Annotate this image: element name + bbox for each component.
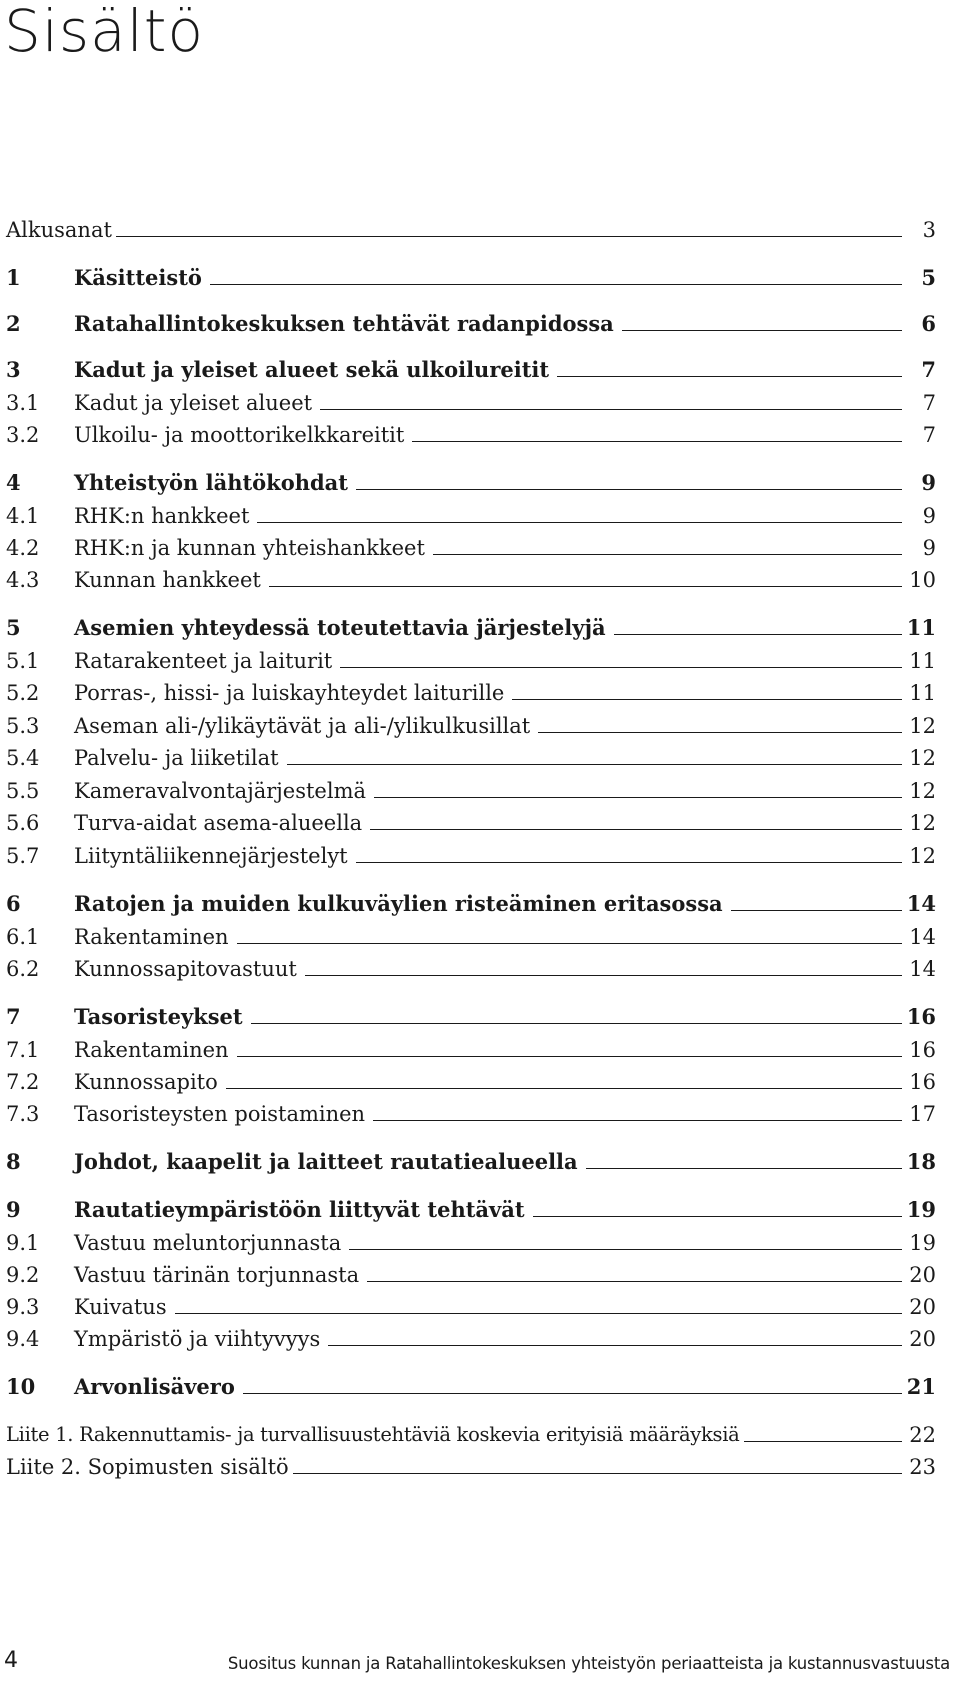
toc-leader-line — [349, 1249, 902, 1250]
toc-entry-page: 7 — [921, 357, 936, 382]
toc-entry[interactable] — [6, 997, 936, 1029]
toc-leader-line — [243, 1393, 902, 1394]
toc-entry[interactable] — [6, 949, 936, 981]
toc-entry-number: 7 — [6, 1004, 21, 1029]
toc-entry[interactable] — [6, 1142, 936, 1174]
toc-entry[interactable] — [6, 1255, 936, 1287]
toc-entry-page: 11 — [906, 615, 936, 640]
footer-page-number: 4 — [4, 1648, 18, 1673]
toc-entry[interactable] — [6, 528, 936, 560]
toc-entry-number: 5.4 — [6, 746, 40, 770]
toc-leader-line — [373, 1120, 902, 1121]
toc-entry-page: 12 — [909, 811, 936, 835]
toc-leader-line — [237, 1056, 902, 1057]
toc-leader-line — [257, 522, 902, 523]
toc-entry-page: 11 — [909, 649, 936, 673]
toc-entry-number: 5.5 — [6, 779, 40, 803]
toc-entry-page: 20 — [909, 1263, 936, 1287]
toc-entry-title: Asemien yhteydessä toteutettavia järjestelyjä — [74, 615, 606, 640]
toc-entry-title: Rautatieympäristöön liittyvät tehtävät — [74, 1197, 525, 1222]
toc-entry-title: Johdot, kaapelit ja laitteet rautatiealueella — [74, 1149, 578, 1174]
toc-leader-line — [237, 943, 902, 944]
toc-entry-number: 9.3 — [6, 1295, 40, 1319]
toc-entry-page: 22 — [909, 1423, 936, 1447]
toc-entry-title: Kunnossapito — [74, 1070, 218, 1094]
toc-leader-line — [293, 1473, 902, 1474]
toc-entry-page: 18 — [906, 1149, 936, 1174]
toc-entry-title: Alkusanat — [6, 218, 112, 242]
toc-entry-page: 23 — [909, 1455, 936, 1479]
toc-leader-line — [433, 554, 902, 555]
toc-entry-page: 12 — [909, 844, 936, 868]
toc-entry[interactable] — [6, 210, 936, 242]
toc-entry-title: RHK:n hankkeet — [74, 504, 250, 528]
toc-entry[interactable] — [6, 836, 936, 868]
toc-leader-line — [328, 1345, 902, 1346]
toc-entry-title: Kuivatus — [74, 1295, 167, 1319]
footer-publication-title: Suositus kunnan ja Ratahallintokeskuksen yhteistyön periaatteista ja kustannusvastuusta — [227, 1654, 950, 1673]
toc-entry-title: Ratahallintokeskuksen tehtävät radanpidossa — [74, 311, 614, 336]
toc-entry[interactable] — [6, 706, 936, 738]
toc-leader-line — [367, 1281, 902, 1282]
toc-entry[interactable] — [6, 1094, 936, 1126]
toc-leader-line — [340, 667, 902, 668]
toc-entry[interactable] — [6, 1223, 936, 1255]
toc-entry-page: 12 — [909, 746, 936, 770]
toc-entry[interactable] — [6, 641, 936, 673]
toc-entry-title: Liityntäliikennejärjestelyt — [74, 844, 348, 868]
toc-entry-title: Rakentaminen — [74, 1038, 229, 1062]
toc-entry-number: 3 — [6, 357, 21, 382]
toc-entry-number: 9.1 — [6, 1231, 40, 1255]
toc-entry-title: Kadut ja yleiset alueet sekä ulkoilureitit — [74, 357, 550, 382]
toc-entry[interactable] — [6, 463, 936, 495]
toc-entry-number: 9.4 — [6, 1327, 40, 1351]
toc-entry[interactable] — [6, 1030, 936, 1062]
toc-entry-page: 12 — [909, 714, 936, 738]
toc-entry-page: 21 — [906, 1374, 936, 1399]
toc-entry-number: 5 — [6, 615, 21, 640]
toc-entry[interactable] — [6, 350, 936, 382]
toc-entry-number: 5.1 — [6, 649, 40, 673]
toc-entry-number: 3.2 — [6, 423, 40, 447]
toc-entry-title: Palvelu- ja liiketilat — [74, 746, 279, 770]
toc-entry-number: 5.2 — [6, 681, 40, 705]
toc-entry[interactable] — [6, 608, 936, 640]
toc-leader-line — [370, 829, 902, 830]
toc-entry[interactable] — [6, 1287, 936, 1319]
toc-entry-number: 7.1 — [6, 1038, 40, 1062]
toc-entry-title: Ulkoilu- ja moottorikelkkareitit — [74, 423, 405, 447]
toc-entry-title: Tasoristeykset — [74, 1004, 243, 1029]
toc-entry-page: 20 — [909, 1295, 936, 1319]
toc-entry-title: Arvonlisävero — [74, 1374, 235, 1399]
toc-entry-title: Ympäristö ja viihtyvyys — [74, 1327, 321, 1351]
toc-entry-page: 14 — [909, 957, 936, 981]
toc-entry-page: 17 — [909, 1102, 936, 1126]
toc-entry-page: 19 — [909, 1231, 936, 1255]
toc-entry[interactable] — [6, 884, 936, 916]
toc-leader-line — [356, 489, 902, 490]
toc-entry-page: 9 — [921, 470, 936, 495]
toc-entry-number: 9.2 — [6, 1263, 40, 1287]
toc-entry[interactable] — [6, 1190, 936, 1222]
toc-entry-title: RHK:n ja kunnan yhteishankkeet — [74, 536, 425, 560]
toc-entry-page: 7 — [922, 423, 936, 447]
toc-entry-number: 9 — [6, 1197, 21, 1222]
toc-entry-page: 6 — [921, 311, 936, 336]
toc-entry-title: Kunnossapitovastuut — [74, 957, 297, 981]
toc-leader-line — [744, 1441, 903, 1442]
toc-leader-line — [614, 634, 902, 635]
toc-entry-page: 7 — [922, 391, 936, 415]
toc-entry[interactable] — [6, 803, 936, 835]
toc-entry-title: Porras-, hissi- ja luiskayhteydet laiturille — [74, 681, 505, 705]
toc-leader-line — [175, 1313, 902, 1314]
toc-entry-number: 4.1 — [6, 504, 40, 528]
toc-entry-number: 8 — [6, 1149, 21, 1174]
toc-leader-line — [269, 586, 902, 587]
toc-entry-number: 5.6 — [6, 811, 40, 835]
toc-leader-line — [538, 732, 902, 733]
toc-entry[interactable] — [6, 917, 936, 949]
toc-leader-line — [287, 764, 902, 765]
toc-entry-title: Aseman ali-/ylikäytävät ja ali-/ylikulkusillat — [74, 714, 531, 738]
toc-leader-line — [374, 797, 902, 798]
toc-entry[interactable] — [6, 304, 936, 336]
toc-entry-number: 4 — [6, 470, 21, 495]
toc-entry[interactable] — [6, 1062, 936, 1094]
toc-entry[interactable] — [6, 258, 936, 290]
toc-entry[interactable] — [6, 1447, 936, 1479]
toc-leader-line — [557, 376, 902, 377]
toc-entry-number: 6.1 — [6, 925, 40, 949]
toc-entry-title: Kameravalvontajärjestelmä — [74, 779, 367, 803]
toc-entry[interactable] — [6, 771, 936, 803]
toc-entry-title: Kunnan hankkeet — [74, 568, 261, 592]
toc-leader-line — [586, 1168, 902, 1169]
toc-entry-title: Liite 2. Sopimusten sisältö — [6, 1455, 289, 1479]
toc-entry-number: 6.2 — [6, 957, 40, 981]
toc-entry-title: Käsitteistö — [74, 265, 202, 290]
toc-entry-page: 12 — [909, 779, 936, 803]
toc-entry-title: Liite 1. Rakennuttamis- ja turvallisuustehtäviä koskevia erityisiä määräyksiä — [6, 1423, 740, 1446]
toc-entry-page: 19 — [906, 1197, 936, 1222]
toc-entry-title: Kadut ja yleiset alueet — [74, 391, 313, 415]
toc-leader-line — [412, 441, 902, 442]
toc-entry[interactable] — [6, 673, 936, 705]
toc-entry-page: 11 — [909, 681, 936, 705]
toc-entry-page: 16 — [909, 1038, 936, 1062]
toc-entry[interactable] — [6, 738, 936, 770]
toc-entry-title: Ratarakenteet ja laiturit — [74, 649, 333, 673]
toc-entry[interactable] — [6, 383, 936, 415]
toc-entry[interactable] — [6, 1415, 936, 1447]
toc-leader-line — [622, 330, 902, 331]
toc-entry-page: 16 — [906, 1004, 936, 1029]
toc-entry-number: 1 — [6, 265, 21, 290]
toc-entry-page: 14 — [906, 891, 936, 916]
toc-entry-page: 10 — [909, 568, 936, 592]
toc-entry[interactable] — [6, 560, 936, 592]
toc-entry-number: 5.3 — [6, 714, 40, 738]
toc-entry-page: 9 — [922, 536, 936, 560]
toc-entry-page: 9 — [922, 504, 936, 528]
toc-leader-line — [731, 910, 902, 911]
toc-entry-title: Yhteistyön lähtökohdat — [74, 470, 348, 495]
toc-entry[interactable] — [6, 1319, 936, 1351]
toc-leader-line — [116, 236, 902, 237]
page-footer — [0, 1648, 960, 1678]
toc-leader-line — [210, 284, 902, 285]
toc-entry-title: Ratojen ja muiden kulkuväylien risteäminen eritasossa — [74, 891, 723, 916]
toc-entry-page: 20 — [909, 1327, 936, 1351]
toc-entry-page: 16 — [909, 1070, 936, 1094]
toc-entry-number: 7.3 — [6, 1102, 40, 1126]
toc-entry[interactable] — [6, 1367, 936, 1399]
toc-entry-number: 5.7 — [6, 844, 40, 868]
toc-entry[interactable] — [6, 415, 936, 447]
toc-entry-title: Rakentaminen — [74, 925, 229, 949]
toc-entry-title: Vastuu tärinän torjunnasta — [74, 1263, 360, 1287]
toc-leader-line — [251, 1023, 902, 1024]
toc-entry-number: 6 — [6, 891, 21, 916]
toc-entry-number: 4.3 — [6, 568, 40, 592]
toc-entry-title: Vastuu meluntorjunnasta — [74, 1231, 342, 1255]
toc-entry-number: 3.1 — [6, 391, 40, 415]
toc-leader-line — [512, 699, 902, 700]
toc-leader-line — [533, 1216, 902, 1217]
toc-leader-line — [305, 975, 902, 976]
page-title: Sisältö — [4, 0, 205, 65]
toc-entry-title: Tasoristeysten poistaminen — [74, 1102, 366, 1126]
toc-leader-line — [320, 409, 902, 410]
toc-leader-line — [356, 862, 902, 863]
toc-entry-number: 7.2 — [6, 1070, 40, 1094]
toc-entry-number: 4.2 — [6, 536, 40, 560]
toc-entry-page: 14 — [909, 925, 936, 949]
toc-entry-page: 3 — [922, 218, 936, 242]
toc-entry-number: 2 — [6, 311, 21, 336]
toc-entry-page: 5 — [921, 265, 936, 290]
toc-entry[interactable] — [6, 496, 936, 528]
toc-leader-line — [226, 1088, 902, 1089]
toc-entry-number: 10 — [6, 1374, 36, 1399]
toc-entry-title: Turva-aidat asema-alueella — [74, 811, 363, 835]
